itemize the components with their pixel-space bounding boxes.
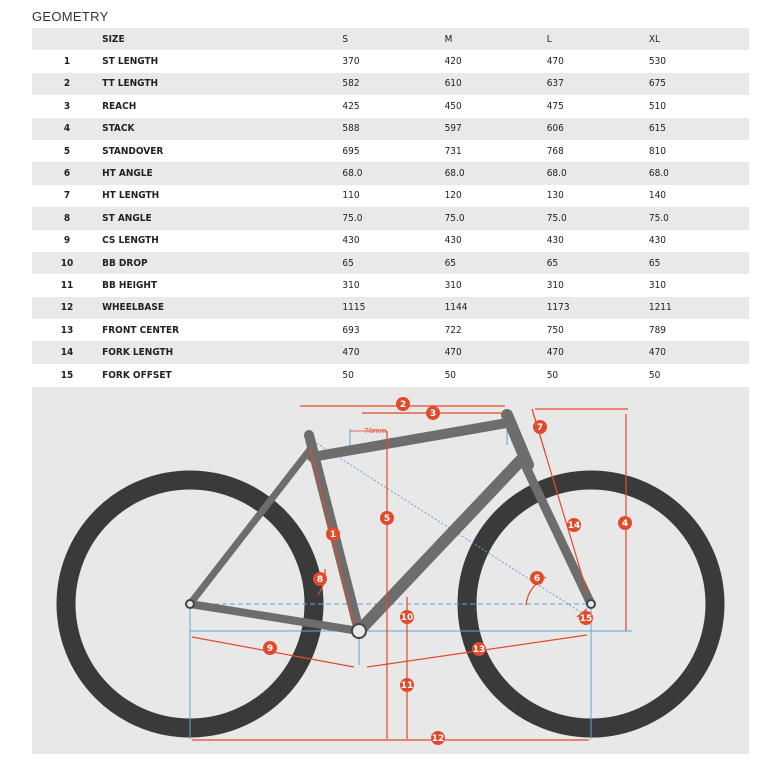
row-number: 4 — [63, 123, 71, 135]
row-value: 430 — [546, 235, 564, 247]
table-row — [32, 274, 749, 296]
row-value: 470 — [648, 347, 667, 359]
row-value: 588 — [342, 123, 360, 135]
row-value: 68.0 — [648, 168, 669, 180]
row-value: 310 — [546, 279, 564, 291]
row-value: 310 — [444, 279, 462, 291]
row-value: 693 — [342, 324, 360, 336]
row-label: WHEELBASE — [102, 302, 165, 314]
badge-label-7: 7 — [536, 423, 544, 434]
table-row — [32, 118, 749, 140]
badge-label-5: 5 — [383, 514, 391, 525]
row-number: 2 — [63, 78, 71, 90]
row-value: 470 — [444, 347, 462, 359]
row-number: 1 — [63, 56, 71, 68]
row-value: 1211 — [648, 302, 672, 314]
row-value: 606 — [546, 123, 564, 135]
badge-label-11: 11 — [400, 681, 414, 692]
row-value: 75.0 — [546, 212, 567, 224]
row-value: 75.0 — [342, 212, 363, 224]
row-value: 430 — [648, 235, 667, 247]
row-label: TT LENGTH — [102, 78, 159, 90]
row-value: 50 — [546, 369, 559, 381]
row-value: 68.0 — [546, 168, 567, 180]
row-label: CS LENGTH — [102, 235, 159, 247]
badge-label-4: 4 — [621, 519, 629, 530]
row-number: 11 — [60, 279, 74, 291]
badge-label-14: 14 — [567, 521, 581, 532]
badge-label-3: 3 — [429, 409, 437, 420]
row-number: 10 — [60, 257, 74, 269]
row-value: 310 — [648, 279, 667, 291]
row-value: 1173 — [546, 302, 570, 314]
header-m: M — [444, 33, 453, 45]
table-row — [32, 95, 749, 117]
row-value: 470 — [546, 56, 564, 68]
table-row — [32, 140, 749, 162]
row-label: ST LENGTH — [102, 56, 159, 68]
row-number: 12 — [60, 302, 74, 314]
row-value: 1144 — [444, 302, 468, 314]
row-number: 6 — [63, 168, 71, 180]
row-label: BB DROP — [102, 257, 148, 269]
row-value: 50 — [342, 369, 354, 381]
row-value: 65 — [342, 257, 354, 269]
row-value: 120 — [444, 190, 462, 202]
row-value: 637 — [546, 78, 564, 90]
header-l: L — [546, 33, 552, 45]
row-value: 65 — [648, 257, 661, 269]
row-value: 610 — [444, 78, 462, 90]
row-value: 75.0 — [444, 212, 465, 224]
table-row — [32, 50, 749, 72]
row-value: 530 — [648, 56, 667, 68]
row-number: 5 — [63, 145, 71, 157]
row-value: 50 — [444, 369, 457, 381]
dimension-note-70mm: 70mm — [364, 427, 387, 435]
row-label: STANDOVER — [102, 145, 164, 157]
front-axle — [587, 600, 595, 608]
row-number: 8 — [63, 212, 71, 224]
header-xl: XL — [648, 33, 661, 45]
geometry-table — [32, 28, 749, 386]
row-value: 768 — [546, 145, 564, 157]
row-value: 615 — [648, 123, 667, 135]
badge-label-15: 15 — [579, 614, 593, 625]
row-value: 810 — [648, 145, 667, 157]
badge-label-6: 6 — [533, 574, 541, 585]
row-value: 430 — [342, 235, 360, 247]
row-value: 130 — [546, 190, 564, 202]
table-row — [32, 162, 749, 184]
row-label: HT LENGTH — [102, 190, 160, 202]
row-value: 1115 — [342, 302, 366, 314]
row-label: REACH — [102, 100, 137, 112]
row-value: 789 — [648, 324, 667, 336]
table-row — [32, 252, 749, 274]
row-value: 68.0 — [444, 168, 465, 180]
row-value: 420 — [444, 56, 462, 68]
row-number: 3 — [63, 100, 71, 112]
row-value: 430 — [444, 235, 462, 247]
badge-label-13: 13 — [472, 645, 486, 656]
badge-label-8: 8 — [316, 575, 324, 586]
row-number: 13 — [60, 324, 74, 336]
row-label: STACK — [102, 123, 135, 135]
header-size: SIZE — [102, 33, 125, 45]
page-title: GEOMETRY — [32, 9, 109, 24]
table-row — [32, 207, 749, 229]
row-value: 370 — [342, 56, 360, 68]
badge-label-1: 1 — [329, 530, 337, 541]
badge-label-2: 2 — [399, 400, 407, 411]
row-label: BB HEIGHT — [102, 279, 158, 291]
row-label: HT ANGLE — [102, 168, 153, 180]
row-value: 310 — [342, 279, 360, 291]
row-value: 597 — [444, 123, 462, 135]
bike-geometry-svg — [32, 387, 749, 754]
table-row — [32, 73, 749, 95]
row-value: 470 — [342, 347, 360, 359]
row-value: 110 — [342, 190, 360, 202]
row-label: FRONT CENTER — [102, 324, 180, 336]
row-value: 510 — [648, 100, 667, 112]
row-value: 475 — [546, 100, 564, 112]
row-value: 750 — [546, 324, 564, 336]
table-row — [32, 297, 749, 319]
row-value: 65 — [444, 257, 457, 269]
table-row — [32, 364, 749, 386]
row-value: 425 — [342, 100, 360, 112]
table-row — [32, 341, 749, 363]
table-row — [32, 185, 749, 207]
rear-axle — [186, 600, 194, 608]
row-value: 731 — [444, 145, 462, 157]
badge-label-12: 12 — [431, 734, 445, 745]
row-value: 140 — [648, 190, 667, 202]
row-value: 50 — [648, 369, 661, 381]
row-value: 675 — [648, 78, 667, 90]
row-value: 65 — [546, 257, 559, 269]
row-value: 582 — [342, 78, 360, 90]
badge-label-9: 9 — [266, 644, 274, 655]
bottom-bracket — [352, 624, 366, 638]
row-label: FORK LENGTH — [102, 347, 174, 359]
row-value: 450 — [444, 100, 462, 112]
row-number: 15 — [60, 369, 74, 381]
table-row — [32, 319, 749, 341]
bike-geometry-diagram — [32, 387, 749, 754]
row-label: ST ANGLE — [102, 212, 152, 224]
row-value: 722 — [444, 324, 462, 336]
row-number: 7 — [63, 190, 71, 202]
row-number: 14 — [60, 347, 74, 359]
row-value: 470 — [546, 347, 564, 359]
row-value: 75.0 — [648, 212, 669, 224]
row-number: 9 — [63, 235, 71, 247]
table-header-row — [32, 28, 749, 50]
header-s: S — [342, 33, 349, 45]
badge-label-10: 10 — [400, 613, 414, 624]
row-label: FORK OFFSET — [102, 369, 172, 381]
table-row — [32, 230, 749, 252]
row-value: 695 — [342, 145, 360, 157]
row-value: 68.0 — [342, 168, 363, 180]
